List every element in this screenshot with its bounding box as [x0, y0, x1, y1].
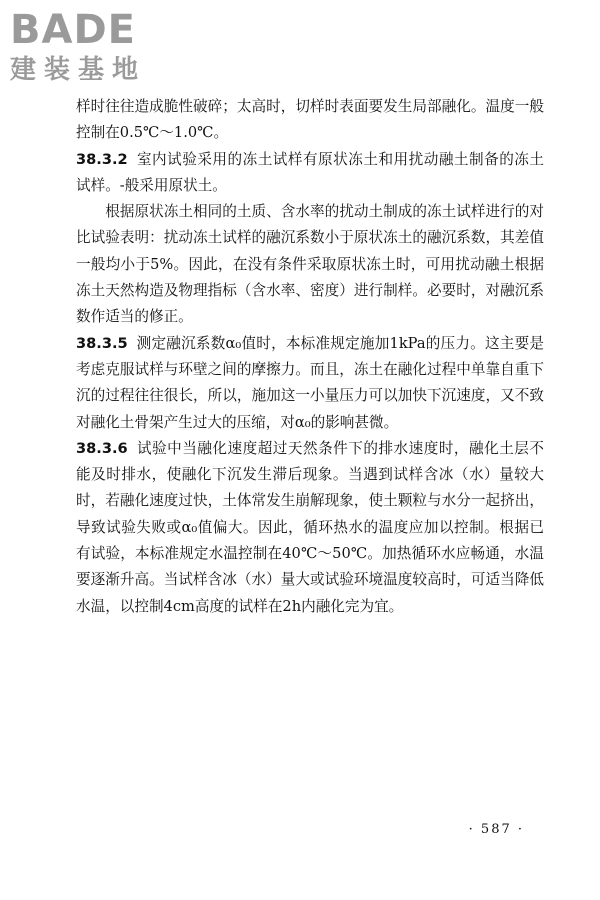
- document-body: [76, 94, 544, 620]
- section-38-3-6: [76, 436, 544, 620]
- logo-subtitle: 建装基地: [10, 55, 147, 85]
- page-number: · 587 ·: [468, 822, 524, 837]
- section-38-3-2: [76, 147, 544, 200]
- paragraph-text: 根据原状冻土相同的土质、含水率的扰动土制成的冻土试样进行的对比试验表明：扰动冻土试样的融沉系数小于原状冻土的融沉系数，其差值一般均小于5%。因此，在没有条件采取原状冻土时，可用扰动融土根据冻土天然构造及物理指标（含水率、密度）进行制样。必要时，对融沉系数作适当的修正。: [76, 203, 544, 326]
- section-38-3-5: [76, 331, 544, 436]
- section-number: 38.3.2: [76, 150, 128, 168]
- paragraph-text: 室内试验采用的冻土试样有原状冻土和用扰动融土制备的冻土试样。-般采用原状土。: [76, 150, 544, 194]
- paragraph-text: 测定融沉系数α₀值时，本标准规定施加1kPa的压力。这主要是考虑克服试样与环壁之间的摩擦力。而且，冻土在融化过程中单靠自重下沉的过程往往很长，所以，施加这一小量压力可以加快下沉速度，又不致对融化土骨架产生过大的压缩，对α₀的影响甚微。: [76, 334, 544, 431]
- paragraph-text: 样时往往造成脆性破碎；太高时，切样时表面要发生局部融化。温度一般控制在0.5℃～1.0℃。: [76, 98, 544, 142]
- section-number: 38.3.5: [76, 334, 128, 352]
- section-number: 38.3.6: [76, 439, 128, 457]
- paragraph-comparison-test: [76, 199, 544, 330]
- logo-wordmark: BADE: [10, 7, 136, 53]
- paragraph-text: 试验中当融化速度超过天然条件下的排水速度时，融化土层不能及时排水，使融化下沉发生滞后现象。当遇到试样含冰（水）量较大时，若融化速度过快，土体常发生崩解现象，使土颗粒与水分一起挤出，导致试验失败或α₀值偏大。因此，循环热水的温度应加以控制。根据已有试验，本标准规定水温控制在40℃～50℃。加热循环水应畅通，水温要逐渐升高。当试样含冰（水）量大或试验环境温度较高时，可适当降低水温，以控制4cm高度的试样在2h内融化完为宜。: [76, 439, 544, 615]
- paragraph-continuation: [76, 94, 544, 147]
- bade-logo: [10, 6, 180, 92]
